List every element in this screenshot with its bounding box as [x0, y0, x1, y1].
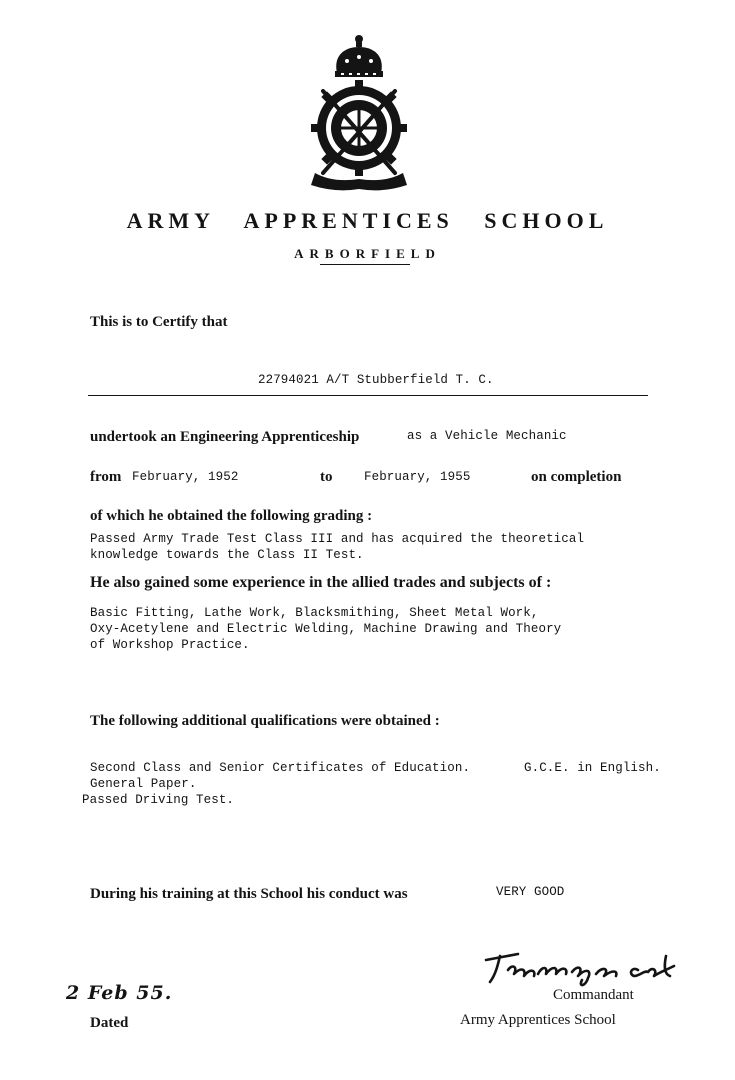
grading-line: knowledge towards the Class II Test. — [90, 548, 364, 562]
signatory-title: Commandant — [553, 987, 634, 1003]
allied-line: Oxy-Acetylene and Electric Welding, Machine Drawing and Theory — [90, 622, 562, 636]
to-label: to — [320, 469, 333, 485]
commandant-signature — [478, 948, 698, 990]
completion-label: on completion — [531, 469, 622, 485]
handwritten-date: 2 Feb 55. — [66, 982, 173, 1004]
additional-line: General Paper. — [90, 777, 197, 791]
dated-label: Dated — [90, 1015, 129, 1031]
allied-line: Basic Fitting, Lathe Work, Blacksmithing, Sheet Metal Work, — [90, 606, 539, 620]
additional-line: Second Class and Senior Certificates of Education. — [90, 761, 471, 775]
from-label: from — [90, 469, 122, 485]
to-date: February, 1955 — [364, 470, 471, 484]
school-name: ARMY APPRENTICES SCHOOL — [126, 208, 609, 233]
certify-intro: This is to Certify that — [90, 314, 228, 330]
conduct-label: During his training at this School his conduct was — [90, 886, 408, 902]
location-underline — [320, 264, 410, 265]
from-date: February, 1952 — [132, 470, 239, 484]
allied-heading: He also gained some experience in the allied trades and subjects of : — [90, 574, 552, 591]
school-location: ARBORFIELD — [294, 246, 441, 261]
signatory-org: Army Apprentices School — [460, 1012, 616, 1028]
trade-text: as a Vehicle Mechanic — [407, 429, 567, 443]
crest-emblem — [303, 33, 415, 191]
name-underline — [88, 395, 648, 396]
undertook-label: undertook an Engineering Apprenticeship — [90, 429, 360, 445]
signature-text: Fmassey Col — [478, 948, 484, 949]
apprentice-name: 22794021 A/T Stubberfield T. C. — [258, 373, 494, 387]
additional-line: Passed Driving Test. — [82, 793, 235, 807]
conduct-value: VERY GOOD — [496, 885, 565, 899]
additional-line: G.C.E. in English. — [524, 761, 661, 775]
allied-line: of Workshop Practice. — [90, 638, 250, 652]
grading-heading: of which he obtained the following grading : — [90, 508, 373, 524]
additional-heading: The following additional qualifications were obtained : — [90, 713, 440, 729]
grading-line: Passed Army Trade Test Class III and has acquired the theoretical — [90, 532, 585, 546]
